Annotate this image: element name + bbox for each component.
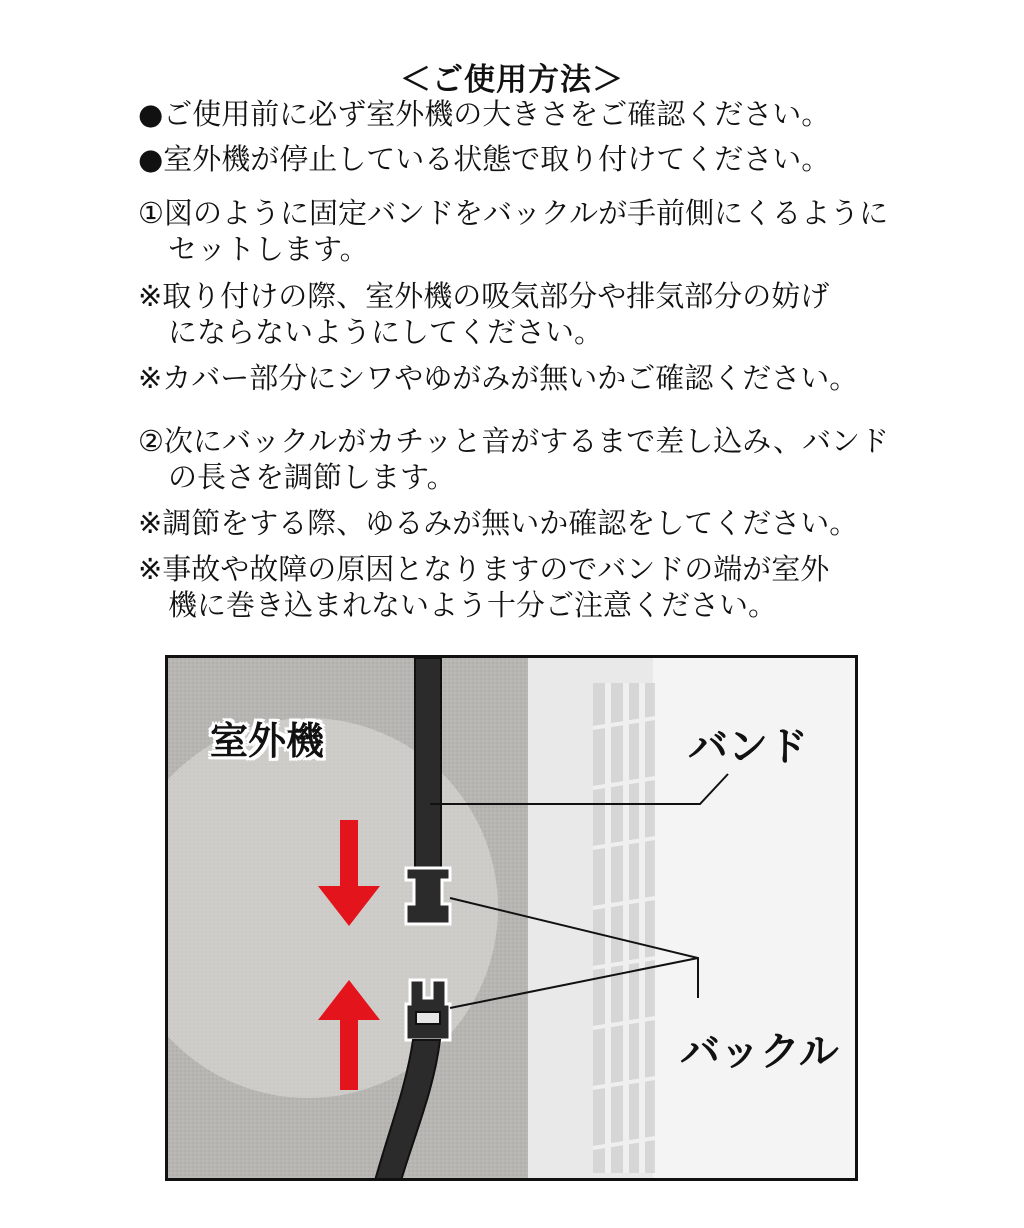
note-wrinkles: ※カバー部分にシワやゆがみが無いかご確認ください。	[138, 361, 859, 395]
bullet-stop-unit: ●室外機が停止している状態で取り付けてください。	[138, 142, 831, 176]
bullet-check-size: ●ご使用前に必ず室外機の大きさをご確認ください。	[138, 97, 831, 131]
buckle-label: バックル	[680, 1029, 839, 1075]
step1-text: ①図のように固定バンドをバックルが手前側にくるように	[138, 196, 889, 230]
band-upper	[415, 658, 441, 868]
note-slack: ※調節をする際、ゆるみが無いか確認をしてください。	[138, 506, 859, 540]
note-accident: ※事故や故障の原因となりますのでバンドの端が室外	[138, 552, 830, 586]
side-vents	[593, 683, 655, 1173]
note-intake-exhaust: ※取り付けの際、室外機の吸気部分や排気部分の妨げ	[138, 279, 830, 313]
note-intake-exhaust-cont: にならないようにしてください。	[168, 315, 604, 349]
note-accident-cont: 機に巻き込まれないよう十分ご注意ください。	[168, 588, 778, 622]
step2-text-cont: の長さを調節します。	[168, 460, 456, 494]
band-label: バンド	[688, 724, 808, 770]
page-title: ＜ご使用方法＞	[400, 62, 624, 98]
step1-text-cont: セットします。	[168, 232, 369, 266]
outdoor-unit-label: 室外機	[210, 719, 325, 763]
installation-illustration	[165, 655, 858, 1181]
step2-text: ②次にバックルがカチッと音がするまで差し込み、バンド	[138, 424, 889, 458]
buckle-female	[406, 868, 450, 924]
